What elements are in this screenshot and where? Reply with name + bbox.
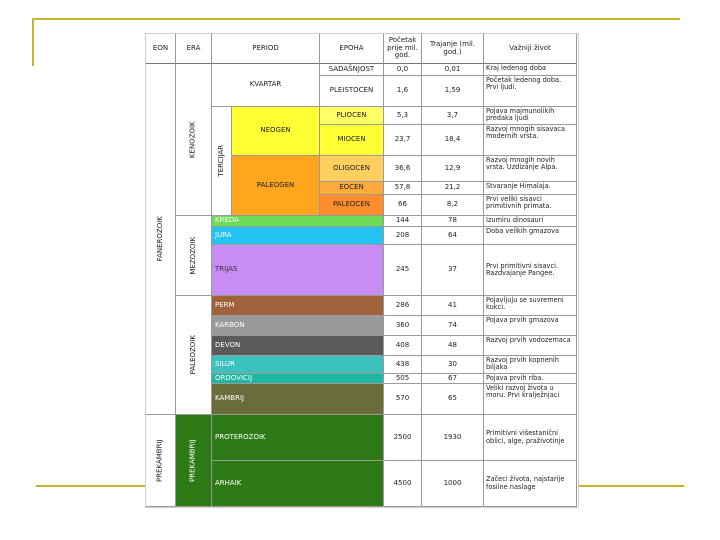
start-cell: 408 — [384, 336, 422, 356]
start-cell: 4500 — [384, 461, 422, 507]
start-cell: 23,7 — [384, 125, 422, 156]
era-cenozoic — [176, 64, 212, 216]
header-start: Početak prije mil. god. — [384, 34, 422, 64]
period-paleogene: PALEOGEN — [232, 156, 320, 216]
dur-cell: 12,9 — [422, 156, 484, 182]
start-cell: 36,6 — [384, 156, 422, 182]
period-karbon: KARBON — [212, 316, 384, 336]
period-quaternary: KVARTAR — [212, 64, 320, 107]
dur-cell: 1,59 — [422, 76, 484, 107]
event-cell: Pojavljuju se suvremeni kukci. — [484, 296, 577, 316]
event-cell: Primitivni višestanični oblici, alge, praživotinje — [484, 415, 577, 461]
dur-cell: 21,2 — [422, 182, 484, 195]
event-cell: Prvi primitivni sisavci. Razdvajanje Pangee. — [484, 245, 577, 296]
header-era: ERA — [176, 34, 212, 64]
header-eon: EON — [146, 34, 176, 64]
event-cell: Izumiru dinosauri — [484, 216, 577, 227]
start-cell: 144 — [384, 216, 422, 227]
dur-cell: 1000 — [422, 461, 484, 507]
dur-cell: 8,2 — [422, 195, 484, 216]
period-kambrij: KAMBRIJ — [212, 384, 384, 415]
epoch-pliocen: PLIOCEN — [320, 107, 384, 125]
start-cell: 208 — [384, 227, 422, 245]
period-kreda: KREDA — [212, 216, 384, 227]
event-cell: Razvoj prvih kopnenih biljaka — [484, 356, 577, 374]
dur-cell: 48 — [422, 336, 484, 356]
event-cell: Razvoj mnogih sisavaca modernih vrsta. — [484, 125, 577, 156]
start-cell: 570 — [384, 384, 422, 415]
period-ordovicij: ORDOVICIJ — [212, 374, 384, 384]
event-cell: Stvaranje Himalaja. — [484, 182, 577, 195]
event-cell: Početak ledenog doba. Prvi ljudi. — [484, 76, 577, 107]
header-duration: Trajanje (mil. god.) — [422, 34, 484, 64]
epoch-paleocen: PALEOCEN — [320, 195, 384, 216]
epoch-oligocen: OLIGOCEN — [320, 156, 384, 182]
dur-cell: 78 — [422, 216, 484, 227]
start-cell: 438 — [384, 356, 422, 374]
era-mesozoic-label: MEZOZOIK — [188, 236, 197, 275]
epoch-pleistocen: PLEISTOCEN — [320, 76, 384, 107]
start-cell: 5,3 — [384, 107, 422, 125]
dur-cell: 30 — [422, 356, 484, 374]
eon-phanerozoic-label: FANEROZOIK — [155, 216, 164, 262]
dur-cell: 1930 — [422, 415, 484, 461]
header-epoch: EPOHA — [320, 34, 384, 64]
dur-cell: 3,7 — [422, 107, 484, 125]
period-tertiary-label: TERCIJAR — [216, 145, 225, 177]
start-cell: 0,0 — [384, 64, 422, 76]
epoch-miocen: MIOCEN — [320, 125, 384, 156]
left-rule — [32, 18, 34, 66]
period-arhaik: ARHAIK — [212, 461, 384, 507]
dur-cell: 74 — [422, 316, 484, 336]
geologic-time-table — [145, 33, 579, 508]
event-cell: Razvoj prvih vodozemaca — [484, 336, 577, 356]
start-cell: 505 — [384, 374, 422, 384]
start-cell: 66 — [384, 195, 422, 216]
era-paleozoic-label: PALEOZOIK — [188, 335, 197, 375]
start-cell: 245 — [384, 245, 422, 296]
period-devon: DEVON — [212, 336, 384, 356]
period-neogene: NEOGEN — [232, 107, 320, 156]
era-precambrian-label: PREKAMBRIJ — [188, 439, 197, 482]
start-cell: 360 — [384, 316, 422, 336]
dur-cell: 41 — [422, 296, 484, 316]
event-cell: Veliki razvoj života u moru. Prvi kralježnjaci — [484, 384, 577, 415]
era-mesozoic — [176, 216, 212, 296]
dur-cell: 37 — [422, 245, 484, 296]
dur-cell: 0,01 — [422, 64, 484, 76]
era-precambrian — [176, 415, 212, 507]
event-cell: Pojava majmunolikih predaka ljudi — [484, 107, 577, 125]
period-silur: SILUR — [212, 356, 384, 374]
header-event: Važniji život — [484, 34, 577, 64]
event-cell: Prvi veliki sisavci primitivnih primata. — [484, 195, 577, 216]
period-trijas: TRIJAS — [212, 245, 384, 296]
dur-cell: 64 — [422, 227, 484, 245]
eon-phanerozoic — [146, 64, 176, 415]
epoch-sadasnjost: SADAŠNJOST — [320, 64, 384, 76]
period-jura: JURA — [212, 227, 384, 245]
period-tertiary — [212, 107, 232, 216]
header-period: PERIOD — [212, 34, 320, 64]
era-paleozoic — [176, 296, 212, 415]
epoch-eocen: EOCEN — [320, 182, 384, 195]
dur-cell: 67 — [422, 374, 484, 384]
event-cell: Kraj ledenog doba — [484, 64, 577, 76]
top-rule — [32, 18, 680, 20]
event-cell: Pojava prvih gmazova — [484, 316, 577, 336]
start-cell: 1,6 — [384, 76, 422, 107]
era-cenozoic-label: KENOZOIK — [188, 121, 197, 158]
event-cell: Razvoj mnogih novih vrsta. Uzdizanje Alpa. — [484, 156, 577, 182]
event-cell: Začeci života, najstarije fosilne naslage — [484, 461, 577, 507]
eon-precambrian — [146, 415, 176, 507]
start-cell: 2500 — [384, 415, 422, 461]
event-cell: Pojava prvih riba. — [484, 374, 577, 384]
dur-cell: 18,4 — [422, 125, 484, 156]
eon-precambrian-label: PREKAMBRIJ — [155, 439, 164, 482]
start-cell: 286 — [384, 296, 422, 316]
dur-cell: 65 — [422, 384, 484, 415]
period-perm: PERM — [212, 296, 384, 316]
period-proterozoik: PROTEROZOIK — [212, 415, 384, 461]
event-cell: Doba velikih gmazova — [484, 227, 577, 245]
start-cell: 57,8 — [384, 182, 422, 195]
